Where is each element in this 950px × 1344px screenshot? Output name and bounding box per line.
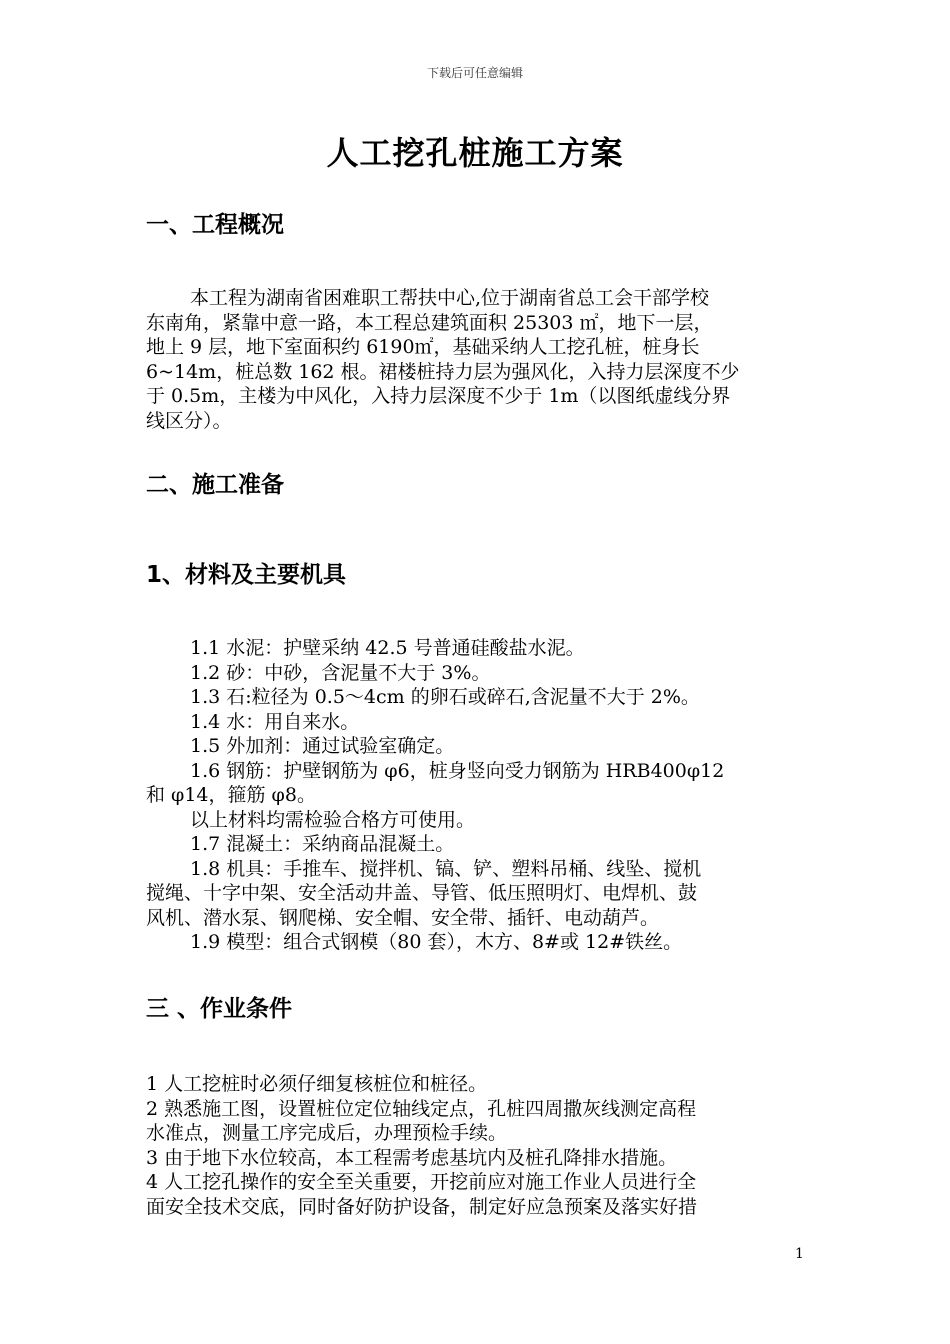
list-item-continuation: 面安全技术交底，同时备好防护设备，制定好应急预案及落实好措: [146, 1195, 698, 1218]
list-item: 1.7 混凝土：采纳商品混凝土。: [190, 833, 455, 855]
paragraph-line: 6~14m，桩总数 162 根。裙楼桩持力层为强风化，入持力层深度不少: [146, 360, 740, 383]
section-body-overview: [146, 286, 806, 433]
section-heading-preparation: 二、施工准备: [146, 472, 284, 498]
list-item: 2 熟悉施工图，设置桩位定位轴线定点，孔桩四周撒灰线测定高程: [146, 1097, 697, 1120]
page-number: 1: [795, 1246, 804, 1262]
list-item: 1 人工挖桩时必须仔细复核桩位和桩径。: [146, 1073, 488, 1095]
list-item: 1.6 钢筋：护壁钢筋为 φ6，桩身竖向受力钢筋为 HRB400φ12: [190, 759, 725, 782]
paragraph-line: 东南角，紧靠中意一路，本工程总建筑面积 25303 ㎡，地下一层，: [146, 311, 713, 334]
list-item: 1.4 水：用自来水。: [190, 710, 360, 733]
list-item-continuation: 和 φ14，箍筋 φ8。: [146, 784, 316, 806]
document-title: 人工挖孔桩施工方案: [326, 134, 624, 172]
section-heading-overview: 一、工程概况: [146, 212, 284, 238]
paragraph-line: 本工程为湖南省困难职工帮扶中心,位于湖南省总工会干部学校: [190, 287, 710, 309]
subsection-heading-materials: 1、材料及主要机具: [146, 562, 347, 588]
list-item-continuation: 风机、潜水泵、钢爬梯、安全帽、安全带、插钎、电动葫芦。: [146, 906, 660, 929]
list-item: 1.5 外加剂：通过试验室确定。: [190, 735, 455, 757]
paragraph-line: 线区分）。: [146, 409, 232, 432]
list-item: 1.3 石:粒径为 0.5～4cm 的卵石或碎石,含泥量不大于 2%。: [190, 686, 700, 708]
paragraph-line: 于 0.5m，主楼为中风化，入持力层深度不少于 1m（以图纸虚线分界: [146, 385, 731, 407]
page-header: 下载后可任意编辑: [426, 66, 523, 80]
list-item-continuation: 搅绳、十字中架、安全活动井盖、导管、低压照明灯、电焊机、鼓: [146, 882, 698, 904]
section-body-materials: [146, 636, 806, 955]
list-item: 以上材料均需检验合格方可使用。: [190, 808, 476, 831]
list-item: 1.1 水泥：护壁采纳 42.5 号普通硅酸盐水泥。: [190, 637, 585, 659]
paragraph-line: 地上 9 层，地下室面积约 6190㎡，基础采纳人工挖孔桩，桩身长: [146, 336, 700, 358]
list-item: 1.9 模型：组合式钢模（80 套），木方、8#或 12#铁丝。: [190, 931, 683, 953]
list-item: 4 人工挖孔操作的安全至关重要，开挖前应对施工作业人员进行全: [146, 1171, 697, 1193]
section-heading-conditions: 三 、作业条件: [146, 996, 293, 1022]
list-item: 3 由于地下水位较高，本工程需考虑基坑内及桩孔降排水措施。: [146, 1146, 678, 1169]
section-body-conditions: [146, 1072, 806, 1219]
list-item: 1.2 砂：中砂，含泥量不大于 3%。: [190, 661, 491, 684]
list-item-continuation: 水准点，测量工序完成后，办理预检手续。: [146, 1122, 508, 1144]
list-item: 1.8 机具：手推车、搅拌机、镐、铲、塑料吊桶、线坠、搅机: [190, 857, 702, 880]
